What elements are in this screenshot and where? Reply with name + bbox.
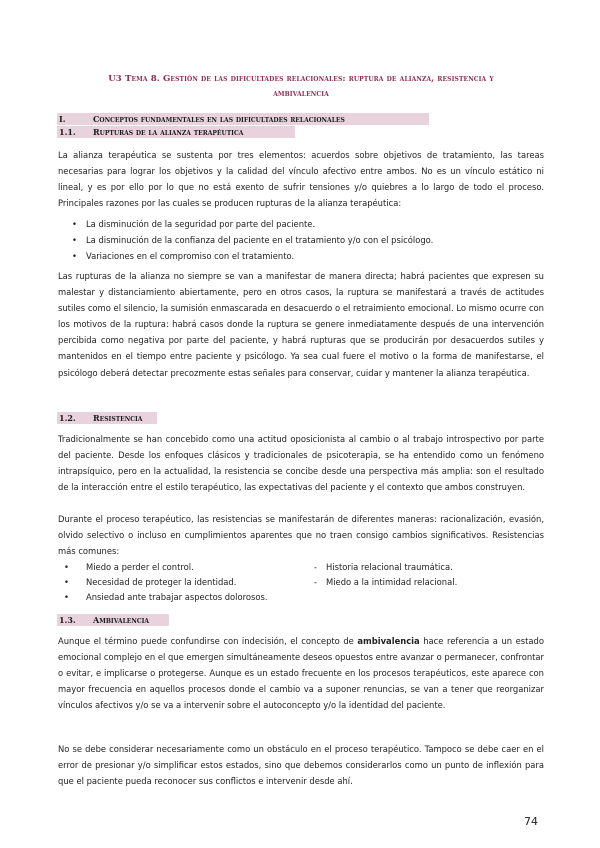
paragraph-ambivalencia-2: No se debe considerar necesariamente como un obstáculo en el proceso terapéutico. Tampoco se debe caer en el error de presionar y/o simplificar estos estados, sino que debemos considerarlos como un punto de inflexión para que el paciente pueda reconocer sus conflictos e intervenir desde ahí. — [58, 744, 544, 787]
dash-mark: - — [314, 577, 318, 587]
list-item-text: Miedo a perder el control. — [86, 562, 194, 572]
heading-section-1 — [57, 113, 429, 125]
heading-label: Resistencia — [93, 413, 143, 423]
heading-number: 1.2. — [59, 413, 76, 423]
bullet-mark: • — [64, 577, 69, 587]
list-item-text: La disminución de la seguridad por parte del paciente. — [86, 219, 316, 229]
paragraph-text: Aunque el término puede confundirse con indecisión, el concepto de — [58, 636, 358, 646]
heading-label: Rupturas de la alianza terapéutica — [93, 127, 244, 137]
bullet-mark: • — [64, 592, 69, 602]
heading-section-1-3 — [57, 614, 169, 626]
bullet-mark: • — [64, 562, 69, 572]
paragraph-ambivalencia-1 — [58, 633, 544, 713]
bullet-mark: • — [72, 251, 77, 261]
heading-label: Conceptos fundamentales en las dificultades relacionales — [93, 114, 345, 124]
bullet-mark: • — [72, 235, 77, 245]
title-line-2: ambivalencia — [273, 89, 329, 99]
paragraph-text: hace referencia a un estado emocional complejo en el que emergen simultáneamente deseos opuestos entre avanzar o permanecer, confrontar o evitar, e implicarse o protegerse. Aunque es un estado frecuente en los procesos terapéuticos, este aparece con mayor frecuencia en aquellos procesos donde el cambio va a suponer renuncias, se van a tener que reorganizar vínculos afectivos y/o se va a intervenir sobre el autoconcepto y/o la identidad del paciente. — [58, 636, 544, 711]
list-item-text: Ansiedad ante trabajar aspectos dolorosos. — [86, 592, 268, 602]
title-line-1: U3 Tema 8. Gestión de las dificultades relacionales: ruptura de alianza, resistencia y — [108, 74, 494, 84]
paragraph-resistencia-1: Tradicionalmente se han concebido como una actitud oposicionista al cambio o al trabajo introspectivo por parte del paciente. Desde los enfoques clásicos y tradicionales de psicoterapia, se ha entendido como un fenómeno intrapsíquico, pero en la actualidad, la resistencia se concibe desde una perspectiva más amplia: son el resultado de la interacción entre el estilo terapéutico, las expectativas del paciente y el contexto que ambos construyen. — [58, 434, 544, 493]
page-number: 74 — [524, 815, 538, 828]
list-item-text: La disminución de la confianza del paciente en el tratamiento y/o con el psicólogo. — [86, 235, 434, 245]
dash-mark: - — [314, 562, 318, 572]
heading-label: Ambivalencia — [93, 615, 150, 625]
list-item-text: Historia relacional traumática. — [326, 562, 453, 572]
heading-number: I. — [59, 114, 66, 124]
paragraph-resistencia-2: Durante el proceso terapéutico, las resistencias se manifestarán de diferentes maneras: racionalización, evasión, olvido selectivo o incluso en cumplimientos aparentes que no traen consigo cambios significativos. Resistencias más comunes: — [58, 514, 544, 557]
heading-number: 1.1. — [59, 127, 76, 137]
heading-number: 1.3. — [59, 615, 76, 625]
keyword-ambivalencia: ambivalencia — [357, 636, 420, 646]
paragraph-alianza-intro: La alianza terapéutica se sustenta por tres elementos: acuerdos sobre objetivos de tratamiento, las tareas necesarias para lograr los objetivos y la calidad del vínculo afectivo entre ambos. No es un vínculo estático ni lineal, y es por ello por lo que no está exento de sufrir tensiones y/o quiebres a lo largo de todo el proceso. Principales razones por las cuales se producen rupturas de la alianza terapéutica: — [58, 150, 544, 209]
heading-section-1-1 — [57, 126, 295, 138]
list-item-text: Variaciones en el compromiso con el tratamiento. — [86, 251, 295, 261]
list-item-text: Necesidad de proteger la identidad. — [86, 577, 237, 587]
heading-section-1-2 — [57, 412, 157, 424]
paragraph-rupturas: Las rupturas de la alianza no siempre se van a manifestar de manera directa; habrá pacientes que expresen su malestar y distanciamiento abiertamente, pero en otros casos, la ruptura se manifestará a través de actitudes sutiles como el silencio, la sumisión enmascarada en desacuerdo o el retraimiento emocional. Lo mismo ocurre con los motivos de la ruptura: habrá casos donde la ruptura se genere inmediatamente después de una intervención percibida como negativa por parte del paciente, y habrá rupturas que se producirán por desacuerdos sutiles y mantenidos en el tiempo entre paciente y psicólogo. Ya sea cual fuere el motivo o la forma de manifestarse, el psicólogo deberá detectar precozmente estas señales para conservar, cuidar y mantener la alianza terapéutica. — [58, 271, 544, 378]
list-item-text: Miedo a la intimidad relacional. — [326, 577, 458, 587]
document-title — [60, 72, 542, 102]
bullet-mark: • — [72, 219, 77, 229]
